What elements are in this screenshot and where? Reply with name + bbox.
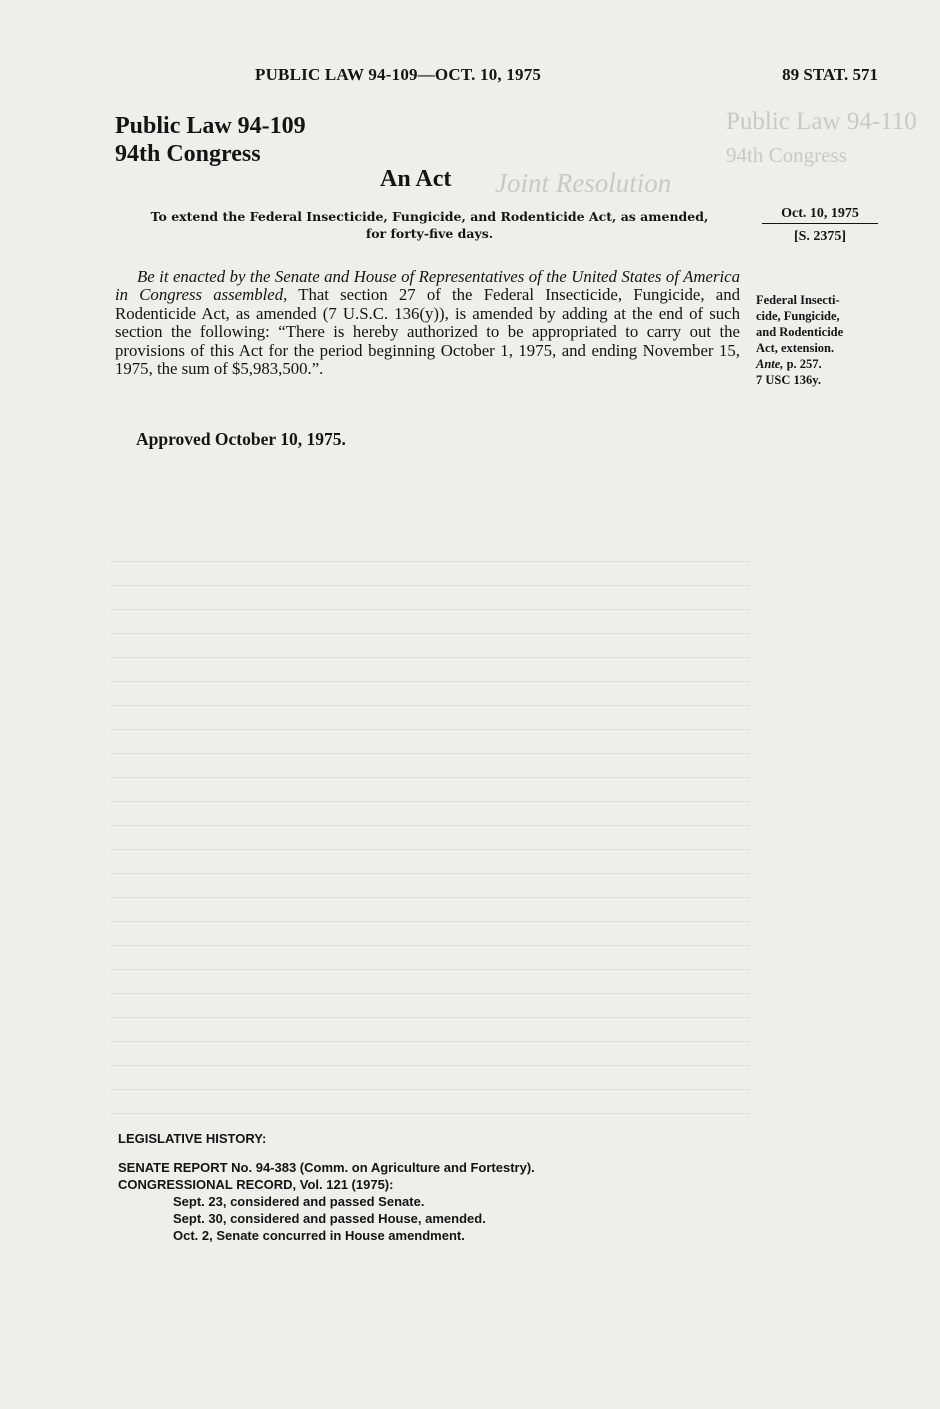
act-body [115,268,740,378]
history-entry: Oct. 2, Senate concurred in House amendment. [173,1228,465,1243]
ghost-congress: 94th Congress [726,143,847,167]
margin-date: Oct. 10, 1975 [762,206,878,224]
congressional-record: CONGRESSIONAL RECORD, Vol. 121 (1975): [118,1177,394,1192]
margin-note-line-4: Act, extension. [756,341,835,355]
legislative-history [118,1130,738,1244]
margin-bill-number: [S. 2375] [793,229,847,244]
ghost-joint-resolution: Joint Resolution [495,168,672,198]
ghost-text-lines [110,540,750,1116]
margin-note [756,292,886,388]
statute-reference: 89 STAT. 571 [782,65,878,84]
congress-number: 94th Congress [115,141,261,167]
history-entry: Sept. 23, considered and passed Senate. [173,1194,425,1209]
purpose-line-1: To extend the Federal Insecticide, Fungicide, and Rodenticide Act, as amended, [150,209,709,224]
ghost-law-title: Public Law 94-110 [726,108,917,135]
law-number: Public Law 94-109 [115,113,306,139]
senate-report: SENATE REPORT No. 94-383 (Comm. on Agriculture and Fortestry). [118,1160,535,1175]
margin-note-ante [756,356,886,372]
margin-note-line-1: Federal Insecti- [756,293,840,307]
purpose-line-2: for forty-five days. [365,226,494,241]
ante-label: Ante, [756,357,784,371]
margin-note-line-3: and Rodenticide [756,325,844,339]
margin-note-line-2: cide, Fungicide, [756,309,840,323]
margin-note-usc: 7 USC 136y. [756,373,821,387]
running-head: PUBLIC LAW 94-109—OCT. 10, 1975 [255,65,542,84]
history-entry: Sept. 30, considered and passed House, amended. [173,1211,486,1226]
approval-date: Approved October 10, 1975. [136,429,346,449]
ante-page: p. 257. [783,357,822,371]
act-heading: An Act [380,166,452,192]
legislative-history-heading: LEGISLATIVE HISTORY: [118,1131,267,1146]
purpose-statement [117,208,742,242]
act-body-text: That section 27 of the Federal Insecticide, Fungicide, and Rodenticide Act, as amended (7 U.S.C. 136(y)), is amended by adding at the end of such section the following: “There is hereby authorized to be appropriated to carry out the provisions of this Act for the period beginning October 1, 1975, and ending November 15, 1975, the sum of $5,983,500.”. [115,285,740,379]
enacting-clause: Be it enacted by the Senate and House of Representatives of the United States of America in Congress assembled, [115,267,740,305]
law-title [115,112,306,168]
